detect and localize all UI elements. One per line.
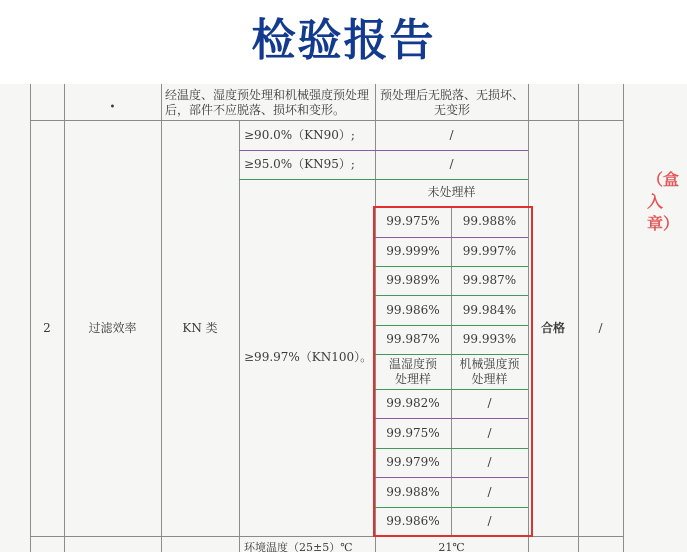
grid-line (623, 84, 624, 552)
result-text: 预处理后无脱落、无损坏、无变形 (379, 88, 524, 117)
table-cell: 99.982% (386, 396, 440, 410)
table-cell: 99.989% (386, 273, 440, 287)
report-page (0, 84, 687, 552)
table-cell: 99.986% (386, 514, 440, 528)
standard-kn95: ≥95.0%（KN95）; (244, 157, 355, 171)
result-kn90: / (449, 127, 454, 142)
table-cell: 99.986% (386, 302, 440, 317)
note: / (598, 320, 603, 335)
table-cell: 99.988% (462, 214, 517, 228)
verdict: 合格 (540, 320, 565, 335)
table-cell: / (487, 425, 492, 440)
table-cell: 99.984% (462, 302, 517, 317)
bottom-row-label: 环境温度（25±5）℃ (244, 541, 353, 552)
grid-line (30, 536, 624, 537)
table-cell: / (487, 484, 492, 499)
bottom-row-value: 21℃ (438, 540, 465, 552)
item-name: 过滤效率 (88, 320, 137, 335)
table-cell: 99.987% (386, 332, 440, 346)
table-cell: 99.988% (386, 484, 440, 499)
pretreat-header-humidity: 温湿度预处理样 (388, 356, 437, 386)
item-index: 2 (43, 320, 51, 335)
table-cell: / (487, 396, 492, 410)
table-cell: 99.979% (386, 455, 440, 469)
table-cell: / (487, 514, 492, 528)
table-cell: 99.999% (386, 244, 440, 258)
requirement-text: 经温度、湿度预处理和机械强度预处理后，部件不应脱落、损坏和变形。 (165, 88, 370, 117)
untreated-header: 未处理样 (427, 185, 476, 199)
row-mark: • (109, 101, 116, 113)
page-title: 检验报告 (251, 15, 436, 66)
table-cell: 99.987% (462, 273, 517, 287)
table-cell: 99.997% (462, 244, 517, 258)
highlight-box (373, 206, 533, 537)
seal-stamp: （盒 入 章） (647, 170, 680, 233)
standard-kn90: ≥90.0%（KN90）; (244, 127, 355, 142)
table-cell: 99.975% (386, 214, 440, 228)
table-cell: / (487, 455, 492, 469)
grid-line (239, 120, 240, 552)
table-cell: 99.975% (386, 425, 440, 440)
table-cell: 99.993% (462, 332, 517, 346)
pretreat-header-mechanical: 机械强度预处理样 (459, 356, 520, 386)
standard-kn100: ≥99.97%（KN100）。 (244, 350, 373, 364)
result-kn95: / (449, 157, 454, 171)
item-category: KN 类 (182, 320, 218, 335)
